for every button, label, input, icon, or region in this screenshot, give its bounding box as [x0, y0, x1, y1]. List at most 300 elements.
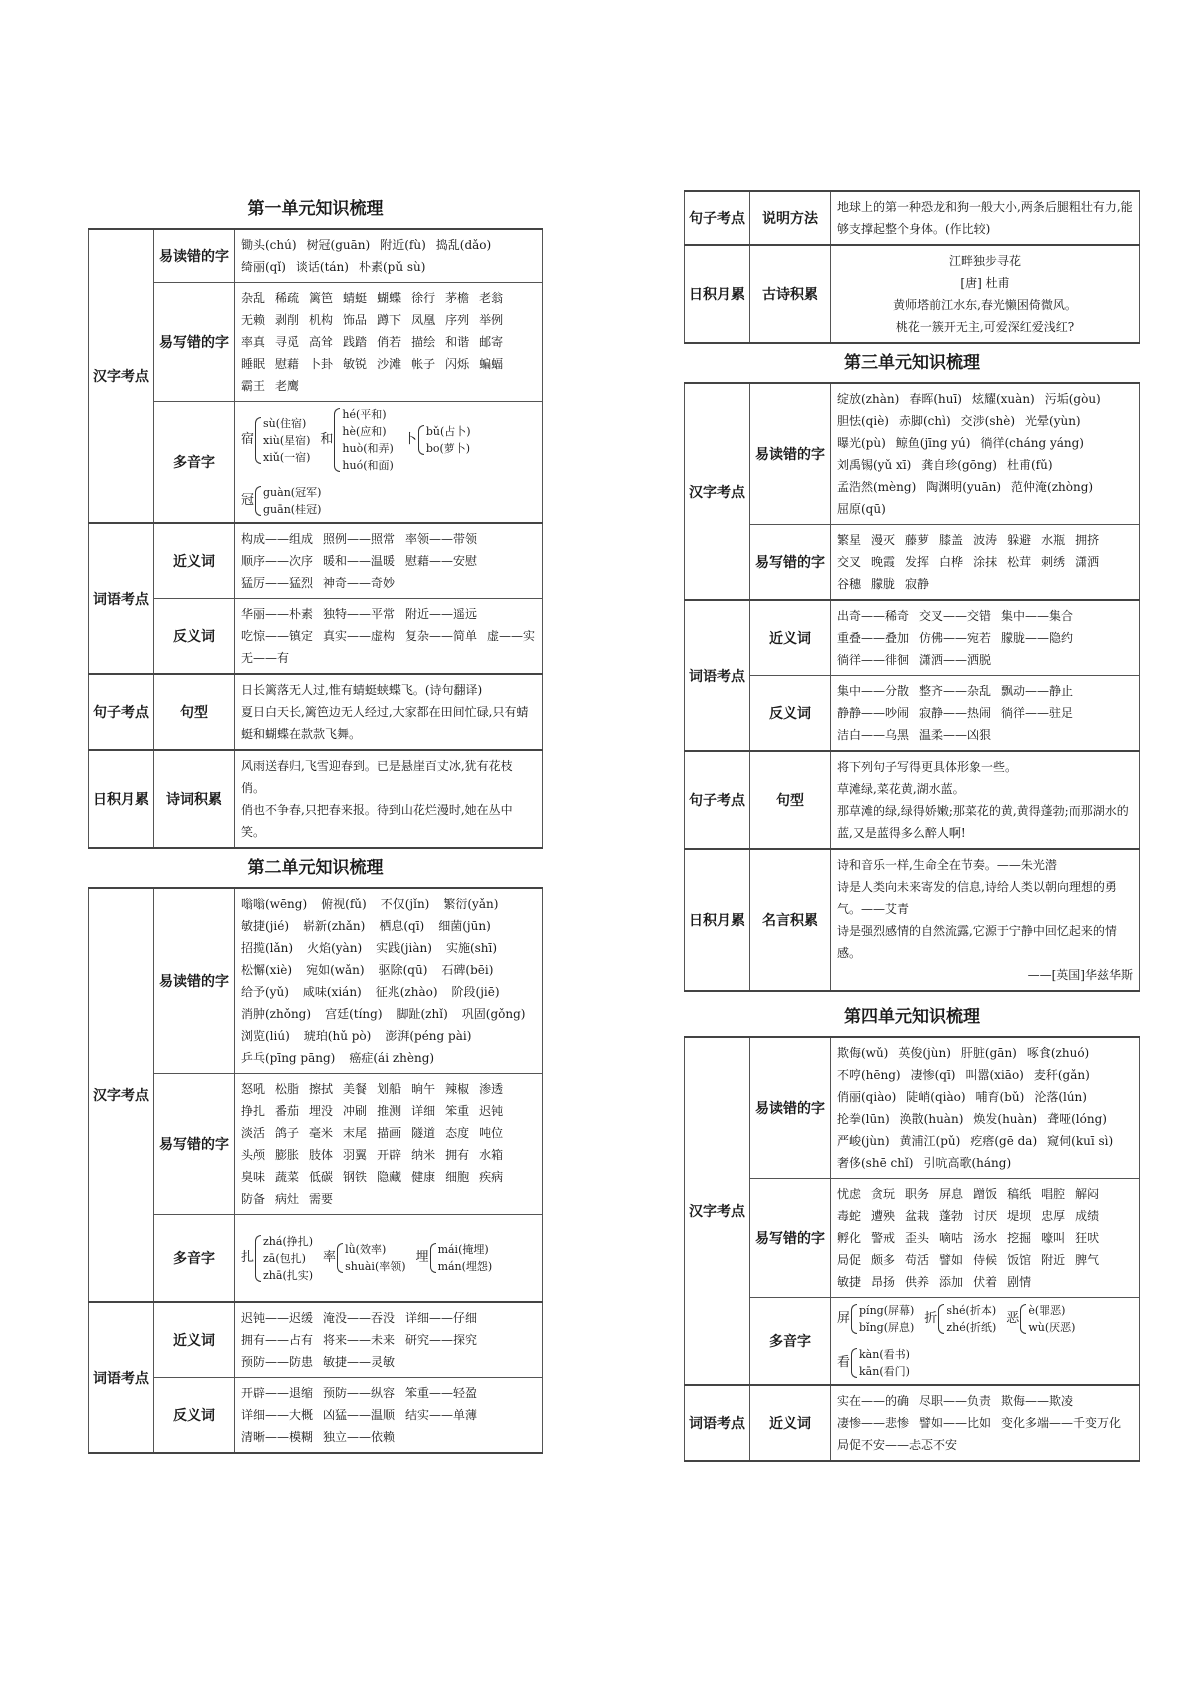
brace-icon: [938, 1304, 944, 1334]
polyphone-char: 率: [323, 1250, 337, 1265]
list-item: 尽职——负责: [919, 1394, 992, 1408]
unit3-yidu-list: [831, 383, 1140, 525]
list-item: 独特——平常: [323, 607, 396, 621]
polyphone-reading: sù(住宿): [263, 416, 307, 430]
unit1-juxing: [235, 674, 543, 750]
text-line: 将下列句子写得更具体形象一些。: [837, 760, 1018, 774]
list-item: 拥有: [445, 1148, 470, 1162]
brace-icon: [430, 1243, 436, 1273]
list-item: 清晰——模糊: [241, 1430, 314, 1444]
list-item: 绽放(zhàn): [837, 392, 900, 406]
list-item: 敏捷(jié): [241, 919, 290, 933]
list-item: 松懈(xiè): [241, 963, 293, 977]
list-item: 晌午: [411, 1082, 436, 1096]
polyphone-group: [1006, 1302, 1075, 1336]
list-item: 吃惊——镇定: [241, 629, 314, 643]
list-item: 剧情: [1007, 1275, 1032, 1289]
list-item: 绮丽(qǐ): [241, 260, 286, 274]
list-item: 潇洒——洒脱: [919, 653, 992, 667]
polyphone-reading: xiǔ(一宿): [263, 450, 311, 464]
unit2-continued-table: [684, 190, 1140, 344]
text-line: 日长篱落无人过,惟有蜻蜓蛱蝶飞。(诗句翻译): [241, 683, 483, 697]
unit2-gushi: [831, 245, 1140, 343]
list-item: 龚自珍(gōng): [921, 458, 997, 472]
list-item: 无——有: [241, 651, 290, 665]
list-item: 嘀咕: [939, 1231, 964, 1245]
list-item: 迟钝: [479, 1104, 504, 1118]
list-item: 涣散(huàn): [899, 1112, 964, 1126]
unit4-table: [684, 1036, 1140, 1462]
list-item: 拥有——占有: [241, 1333, 314, 1347]
list-item: 开辟: [377, 1148, 402, 1162]
polyphone-reading: bo(萝卜): [425, 442, 471, 455]
list-item: 杂乱: [241, 291, 266, 305]
list-item: 叫嚣(xiāo): [965, 1068, 1024, 1082]
polyphone-reading: mán(埋怨): [437, 1260, 493, 1273]
list-item: 譬如: [939, 1253, 964, 1267]
polyphone-char: 和: [320, 432, 334, 447]
polyphone-char: 冠: [241, 493, 255, 508]
list-item: 凶猛——温顺: [323, 1408, 396, 1422]
list-item: 盆栽: [905, 1209, 930, 1223]
list-item: 猛厉——猛烈: [241, 576, 314, 590]
list-item: 杜甫(fǔ): [1006, 458, 1053, 472]
list-item: 解闷: [1075, 1187, 1100, 1201]
list-item: 笨重——轻盈: [405, 1386, 478, 1400]
unit2-jinyi-list: [235, 1302, 543, 1378]
list-item: 琥珀(hǔ pò): [303, 1029, 372, 1043]
list-item: 隧道: [411, 1126, 436, 1140]
list-item: 徜徉——徘徊: [837, 653, 910, 667]
list-item: 征兆(zhào): [375, 985, 438, 999]
list-item: 重叠——叠加: [837, 631, 910, 645]
category-ciyu: 词语考点: [89, 1302, 154, 1453]
list-item: 哺育(bǔ): [975, 1090, 1025, 1104]
list-item: 鸽子: [275, 1126, 300, 1140]
list-item: 昂扬: [871, 1275, 896, 1289]
list-item: 交涉(shè): [960, 414, 1016, 428]
polyphone-char: 看: [837, 1355, 851, 1370]
list-item: 老翁: [479, 291, 504, 305]
list-item: 交叉: [837, 555, 862, 569]
unit4-yidu-list: [831, 1037, 1140, 1179]
polyphone-group: [416, 1241, 493, 1275]
sub-shuoming: 说明方法: [750, 191, 831, 245]
list-item: 描绘: [411, 335, 436, 349]
unit1-table: [88, 228, 543, 849]
polyphone-group: [323, 1241, 406, 1275]
text-line: 夏日白天长,篱笆边无人经过,大家都在田间忙碌,只有蜻蜓和蝴蝶在款款飞舞。: [241, 705, 529, 741]
sub-mingyan: 名言积累: [750, 849, 831, 991]
list-item: 膨胀: [275, 1148, 300, 1162]
list-item: 涂抹: [973, 555, 998, 569]
unit2-yixie-list: [235, 1074, 543, 1215]
sub-jinyi: 近义词: [750, 600, 831, 676]
list-item: 招揽(lǎn): [241, 941, 294, 955]
brace-icon: [418, 425, 424, 455]
list-item: 详细: [411, 1104, 436, 1118]
list-item: 温柔——凶狠: [919, 728, 992, 742]
list-item: 乒乓(pīng pāng): [241, 1051, 336, 1065]
list-item: 严峻(jùn): [837, 1134, 890, 1148]
list-item: 怒吼: [241, 1082, 266, 1096]
list-item: 实在——的确: [837, 1394, 910, 1408]
text-line: 那草滩的绿,绿得娇嫩;那菜花的黄,黄得蓬勃;而那湖水的蓝,又是蓝得多么醉人啊!: [837, 804, 1129, 840]
list-item: 低碳: [309, 1170, 334, 1184]
sub-duoyin: 多音字: [750, 1298, 831, 1386]
list-item: 机构: [309, 313, 334, 327]
list-item: 谷穗: [837, 577, 862, 591]
list-item: 纳米: [411, 1148, 436, 1162]
list-item: 渗透: [479, 1082, 504, 1096]
list-item: 末尾: [343, 1126, 368, 1140]
list-item: 不仅(jǐn): [380, 897, 430, 911]
list-item: 局促不安——忐忑不安: [837, 1438, 958, 1452]
list-item: 凤凰: [411, 313, 436, 327]
unit3-title: 第三单元知识梳理: [844, 353, 980, 373]
polyphone-reading: shuài(率领): [345, 1260, 406, 1273]
polyphone-reading: mái(掩埋): [437, 1243, 489, 1256]
list-item: 细胞: [445, 1170, 470, 1184]
list-item: 蹭饭: [973, 1187, 998, 1201]
polyphone-reading: shé(折本): [946, 1304, 997, 1317]
unit4-duoyin: [831, 1298, 1140, 1386]
unit4-jinyi-list: [831, 1385, 1140, 1461]
list-item: 抡拳(lūn): [837, 1112, 890, 1126]
list-item: 聋哑(lóng): [1047, 1112, 1107, 1126]
list-item: 麦秆(gǎn): [1033, 1068, 1090, 1082]
brace-icon: [851, 1304, 857, 1334]
text-line: 诗和音乐一样,生命全在节奏。——朱光潜: [837, 858, 1057, 872]
list-item: 挖掘: [1007, 1231, 1032, 1245]
list-item: 欺侮——欺凌: [1001, 1394, 1074, 1408]
list-item: 引吭高歌(háng): [923, 1156, 1012, 1170]
list-item: 疙瘩(gē da): [970, 1134, 1038, 1148]
list-item: 健康: [411, 1170, 436, 1184]
list-item: 不哼(hēng): [837, 1068, 901, 1082]
text-line: 诗是人类向未来寄发的信息,诗给人类以朝向理想的勇气。——艾青: [837, 880, 1117, 916]
list-item: 唱腔: [1041, 1187, 1066, 1201]
list-item: 徜徉(cháng yáng): [980, 436, 1084, 450]
list-item: 崭新(zhǎn): [303, 919, 366, 933]
sub-yidu: 易读错的字: [750, 1037, 831, 1179]
list-item: 详细——大概: [241, 1408, 314, 1422]
list-item: 饭馆: [1007, 1253, 1032, 1267]
sub-yidu: 易读错的字: [154, 229, 235, 283]
list-item: 捣乱(dǎo): [435, 238, 492, 252]
list-item: 饰品: [343, 313, 368, 327]
list-item: 侍候: [973, 1253, 998, 1267]
list-item: 迟钝——迟缓: [241, 1311, 314, 1325]
unit3-yixie-list: [831, 525, 1140, 601]
list-item: 无赖: [241, 313, 266, 327]
right-column: [684, 190, 1140, 1462]
list-item: 附近: [1041, 1253, 1066, 1267]
list-item: 蜻蜓: [343, 291, 368, 305]
list-item: 卜卦: [309, 357, 334, 371]
polyphone-char: 卜: [403, 432, 417, 447]
list-item: 飘动——静止: [1001, 684, 1074, 698]
list-item: 静静——吵闹: [837, 706, 910, 720]
list-item: 徜徉——驻足: [1001, 706, 1074, 720]
unit1-shici: [235, 750, 543, 848]
list-item: 防备: [241, 1192, 266, 1206]
list-item: 堤坝: [1007, 1209, 1032, 1223]
polyphone-char: 扎: [241, 1250, 255, 1265]
list-item: 描画: [377, 1126, 402, 1140]
sub-fanyi: 反义词: [154, 1378, 235, 1454]
polyphone-char: 屏: [837, 1311, 851, 1326]
polyphone-group: [404, 423, 471, 457]
list-item: 炫耀(xuàn): [971, 392, 1035, 406]
text-line: 地球上的第一种恐龙和狗一般大小,两条后腿粗壮有力,能够支撑起整个身体。(作比较): [837, 200, 1133, 236]
list-item: 职务: [905, 1187, 930, 1201]
category-riji: 日积月累: [89, 750, 154, 848]
list-item: 划船: [377, 1082, 402, 1096]
list-item: 埋没: [309, 1104, 334, 1118]
polyphone-reading: bǔ(占卜): [425, 425, 471, 438]
list-item: 敏捷——灵敏: [323, 1355, 396, 1369]
polyphone-reading: xiù(星宿): [263, 433, 311, 447]
text-line: 江畔独步寻花: [948, 254, 1021, 268]
list-item: 剥削: [275, 313, 300, 327]
list-item: 帐子: [411, 357, 436, 371]
list-item: 附近——遥远: [405, 607, 478, 621]
polyphone-reading: bǐng(屏息): [859, 1321, 915, 1334]
list-item: 阶段(jiē): [451, 985, 500, 999]
list-item: 出奇——稀奇: [837, 609, 910, 623]
list-item: 钢铁: [343, 1170, 368, 1184]
list-item: 孟浩然(mèng): [837, 480, 917, 494]
list-item: 蝙蝠: [479, 357, 504, 371]
unit2-yidu-list: [235, 888, 543, 1074]
list-item: 朴素(pǔ sù): [358, 260, 426, 274]
sub-duoyin: 多音字: [154, 1215, 235, 1303]
list-item: 繁星: [837, 533, 862, 547]
list-item: 孵化: [837, 1231, 862, 1245]
category-juzi: 句子考点: [685, 191, 750, 245]
list-item: 澎湃(péng pài): [385, 1029, 472, 1043]
list-item: 率领——带领: [405, 532, 478, 546]
list-item: 率真: [241, 335, 266, 349]
sub-juxing: 句型: [154, 674, 235, 750]
list-item: 忧虑: [837, 1187, 862, 1201]
list-item: 漫灭: [871, 533, 896, 547]
list-item: 屏息: [939, 1187, 964, 1201]
text-line: ——[英国]华兹华斯: [1027, 968, 1133, 982]
list-item: 驱除(qū): [378, 963, 428, 977]
list-item: 序列: [445, 313, 470, 327]
list-item: 窥伺(kuī sì): [1047, 1134, 1114, 1148]
list-item: 慰藉: [275, 357, 300, 371]
polyphone-char: 恶: [1006, 1311, 1020, 1326]
list-item: 稿纸: [1007, 1187, 1032, 1201]
list-item: 擦拭: [309, 1082, 334, 1096]
left-column: [88, 190, 543, 1454]
list-item: 光晕(yùn): [1025, 414, 1081, 428]
list-item: 俯视(fǔ): [321, 897, 367, 911]
list-item: 火焰(yàn): [307, 941, 363, 955]
list-item: 寂静——热闹: [919, 706, 992, 720]
list-item: 蝴蝶: [377, 291, 402, 305]
category-ciyu: 词语考点: [89, 523, 154, 674]
list-item: 构成——组成: [241, 532, 314, 546]
polyphone-reading: zhé(折纸): [946, 1321, 997, 1334]
list-item: 将来——未来: [323, 1333, 396, 1347]
sub-yixie: 易写错的字: [750, 1179, 831, 1298]
list-item: 华丽——朴素: [241, 607, 314, 621]
sub-juxing: 句型: [750, 751, 831, 849]
list-item: 霸王: [241, 379, 266, 393]
list-item: 蔬菜: [275, 1170, 300, 1184]
list-item: 暖和——温暖: [323, 554, 396, 568]
list-item: 胆怯(qiè): [837, 414, 889, 428]
list-item: 毒蛇: [837, 1209, 862, 1223]
unit3-mingyan: [831, 849, 1140, 991]
list-item: 践踏: [343, 335, 368, 349]
sub-gushi: 古诗积累: [750, 245, 831, 343]
list-item: 臭味: [241, 1170, 266, 1184]
polyphone-reading: kān(看门): [859, 1365, 910, 1378]
sub-yidu: 易读错的字: [154, 888, 235, 1074]
list-item: 咸味(xián): [302, 985, 362, 999]
list-item: 沦落(lún): [1034, 1090, 1087, 1104]
list-item: 发挥: [905, 555, 930, 569]
list-item: 美餐: [343, 1082, 368, 1096]
list-item: 举例: [479, 313, 504, 327]
sub-jinyi: 近义词: [750, 1385, 831, 1461]
unit2-fanyi-list: [235, 1378, 543, 1454]
category-hanzi: 汉字考点: [685, 1037, 750, 1385]
list-item: 老鹰: [275, 379, 300, 393]
list-item: 交叉——交错: [919, 609, 992, 623]
list-item: 和谐: [445, 335, 470, 349]
list-item: 歪头: [905, 1231, 930, 1245]
list-item: 谈话(tán): [295, 260, 349, 274]
text-line: 黄师塔前江水东,春光懒困倚微风。: [893, 298, 1077, 312]
unit1-yidu-list: [235, 229, 543, 283]
list-item: 水瓶: [1041, 533, 1066, 547]
list-item: 朦胧——隐约: [1001, 631, 1074, 645]
unit1-jinyi-list: [235, 523, 543, 599]
list-item: 需要: [309, 1192, 334, 1206]
polyphone-char: 折: [924, 1311, 938, 1326]
brace-icon: [851, 1348, 857, 1378]
unit3-table: [684, 382, 1140, 992]
list-item: 洁白——乌黑: [837, 728, 910, 742]
unit3-juxing: [831, 751, 1140, 849]
list-item: 赤脚(chì): [899, 414, 951, 428]
list-item: 睡眠: [241, 357, 266, 371]
polyphone-char: 埋: [415, 1250, 429, 1265]
list-item: 肢体: [309, 1148, 334, 1162]
list-item: 头颅: [241, 1148, 266, 1162]
polyphone-group: [924, 1302, 996, 1336]
list-item: 虚——实: [487, 629, 536, 643]
sub-shici: 诗词积累: [154, 750, 235, 848]
list-item: 陶渊明(yuān): [926, 480, 1002, 494]
list-item: 波涛: [973, 533, 998, 547]
polyphone-reading: zhā(扎实): [263, 1268, 314, 1282]
list-item: 照例——照常: [323, 532, 396, 546]
list-item: 污垢(gòu): [1044, 392, 1101, 406]
list-item: 白桦: [939, 555, 964, 569]
text-line: [唐] 杜甫: [960, 276, 1010, 290]
list-item: 推测: [377, 1104, 402, 1118]
list-item: 松茸: [1007, 555, 1032, 569]
text-line: 桃花一簇开无主,可爱深红爱浅红?: [895, 320, 1075, 334]
list-item: 欺侮(wǔ): [837, 1046, 889, 1060]
list-item: 慰藉——安慰: [405, 554, 478, 568]
list-item: 详细——仔细: [405, 1311, 478, 1325]
list-item: 高耸: [309, 335, 334, 349]
list-item: 冲刷: [343, 1104, 368, 1118]
list-item: 苟活: [905, 1253, 930, 1267]
list-item: 预防——纵容: [323, 1386, 396, 1400]
polyphone-reading: guān(桂冠): [263, 503, 322, 516]
list-item: 徐行: [411, 291, 436, 305]
polyphone-reading: zā(包扎): [263, 1251, 306, 1265]
list-item: 蹲下: [377, 313, 402, 327]
list-item: 遭殃: [871, 1209, 896, 1223]
polyphone-char: 宿: [241, 432, 255, 447]
list-item: 焕发(huàn): [973, 1112, 1038, 1126]
list-item: 屈原(qū): [837, 502, 886, 516]
list-item: 独立——依赖: [323, 1430, 396, 1444]
category-hanzi: 汉字考点: [89, 888, 154, 1302]
brace-icon: [337, 1243, 343, 1273]
list-item: 脾气: [1075, 1253, 1100, 1267]
list-item: 栖息(qī): [379, 919, 425, 933]
unit2-shuoming: [831, 191, 1140, 245]
polyphone-reading: huó(和面): [342, 459, 394, 472]
category-juzi: 句子考点: [89, 674, 154, 750]
brace-icon: [255, 486, 261, 516]
list-item: 宫廷(tíng): [325, 1007, 383, 1021]
list-item: 陡峭(qiào): [906, 1090, 966, 1104]
list-item: 毫米: [309, 1126, 334, 1140]
list-item: 蓬勃: [939, 1209, 964, 1223]
list-item: 集中——分散: [837, 684, 910, 698]
text-line: 草滩绿,菜花黄,湖水蓝。: [837, 782, 965, 796]
category-juzi: 句子考点: [685, 751, 750, 849]
list-item: 沙滩: [377, 357, 402, 371]
polyphone-group: [320, 406, 393, 474]
list-item: 范仲淹(zhòng): [1011, 480, 1094, 494]
polyphone-group: [837, 1346, 910, 1380]
list-item: 实施(shī): [445, 941, 498, 955]
list-item: 吨位: [479, 1126, 504, 1140]
polyphone-reading: wù(厌恶): [1028, 1321, 1076, 1334]
list-item: 神奇——奇妙: [323, 576, 396, 590]
sub-yixie: 易写错的字: [750, 525, 831, 601]
brace-icon: [255, 1235, 261, 1282]
brace-icon: [1020, 1304, 1026, 1334]
list-item: 集中——集合: [1001, 609, 1074, 623]
list-item: 嚎叫: [1041, 1231, 1066, 1245]
list-item: 给予(yǔ): [241, 985, 289, 999]
list-item: 锄头(chú): [241, 238, 297, 252]
list-item: 茅檐: [445, 291, 470, 305]
unit1-fanyi-list: [235, 599, 543, 675]
category-riji: 日积月累: [685, 849, 750, 991]
list-item: 篱笆: [309, 291, 334, 305]
polyphone-reading: kàn(看书): [859, 1348, 910, 1361]
list-item: 添加: [939, 1275, 964, 1289]
list-item: 研究——探究: [405, 1333, 478, 1347]
list-item: 躲避: [1007, 533, 1032, 547]
unit1-yixie-list: [235, 283, 543, 402]
